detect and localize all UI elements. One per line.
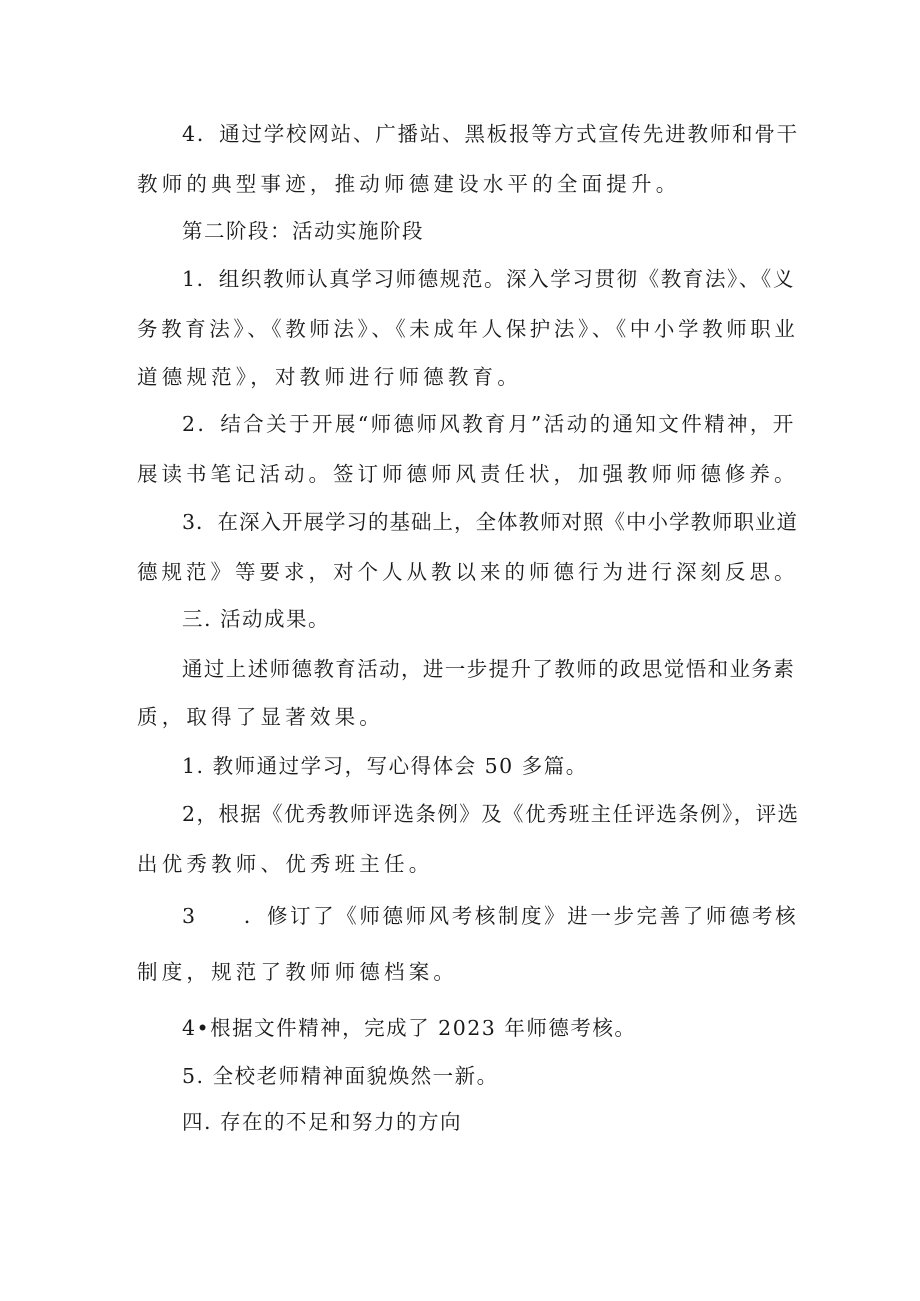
paragraph-line: 德规范》等要求，对个人从教以来的师德行为进行深刻反思。 [137, 560, 799, 584]
paragraph-line: 2，根据《优秀教师评选条例》及《优秀班主任评选条例》，评选 [182, 802, 800, 826]
paragraph-line: 2．结合关于开展“师德师风教育月”活动的通知文件精神，开 [182, 412, 796, 436]
paragraph-line: 展读书笔记活动。签订师德师风责任状，加强教师师德修养。 [137, 462, 799, 486]
paragraph-line: 3 ．修订了《师德师风考核制度》进一步完善了师德考核 [182, 904, 799, 928]
paragraph-line: 教师的典型事迹，推动师德建设水平的全面提升。 [137, 172, 681, 196]
section-heading: 四. 存在的不足和努力的方向 [182, 1110, 463, 1134]
paragraph-line: 1. 教师通过学习，写心得体会 50 多篇。 [182, 754, 588, 778]
paragraph-line: 道德规范》，对教师进行师德教育。 [137, 365, 522, 389]
paragraph-line: 4．通过学校网站、广播站、黑板报等方式宣传先进教师和骨干 [182, 122, 799, 146]
paragraph-line: 3．在深入开展学习的基础上，全体教师对照《中小学教师职业道 [182, 510, 799, 534]
paragraph-line: 1．组织教师认真学习师德规范。深入学习贯彻《教育法》、《义 [182, 267, 795, 291]
paragraph-line: 4•根据文件精神，完成了 2023 年师德考核。 [182, 1016, 637, 1040]
paragraph-line: 务教育法》、《教师法》、《未成年人保护法》、《中小学教师职业 [137, 317, 799, 341]
paragraph-line: 5. 全校老师精神面貌焕然一新。 [182, 1064, 499, 1088]
section-heading: 三. 活动成果。 [182, 607, 331, 631]
paragraph-line: 质，取得了显著效果。 [137, 705, 384, 729]
paragraph-line: 出优秀教师、优秀班主任。 [137, 852, 434, 876]
paragraph-line: 制度，规范了教师师德档案。 [137, 960, 459, 984]
paragraph-line: 通过上述师德教育活动，进一步提升了教师的政思觉悟和业务素 [182, 657, 796, 681]
section-heading: 第二阶段：活动实施阶段 [182, 219, 424, 243]
